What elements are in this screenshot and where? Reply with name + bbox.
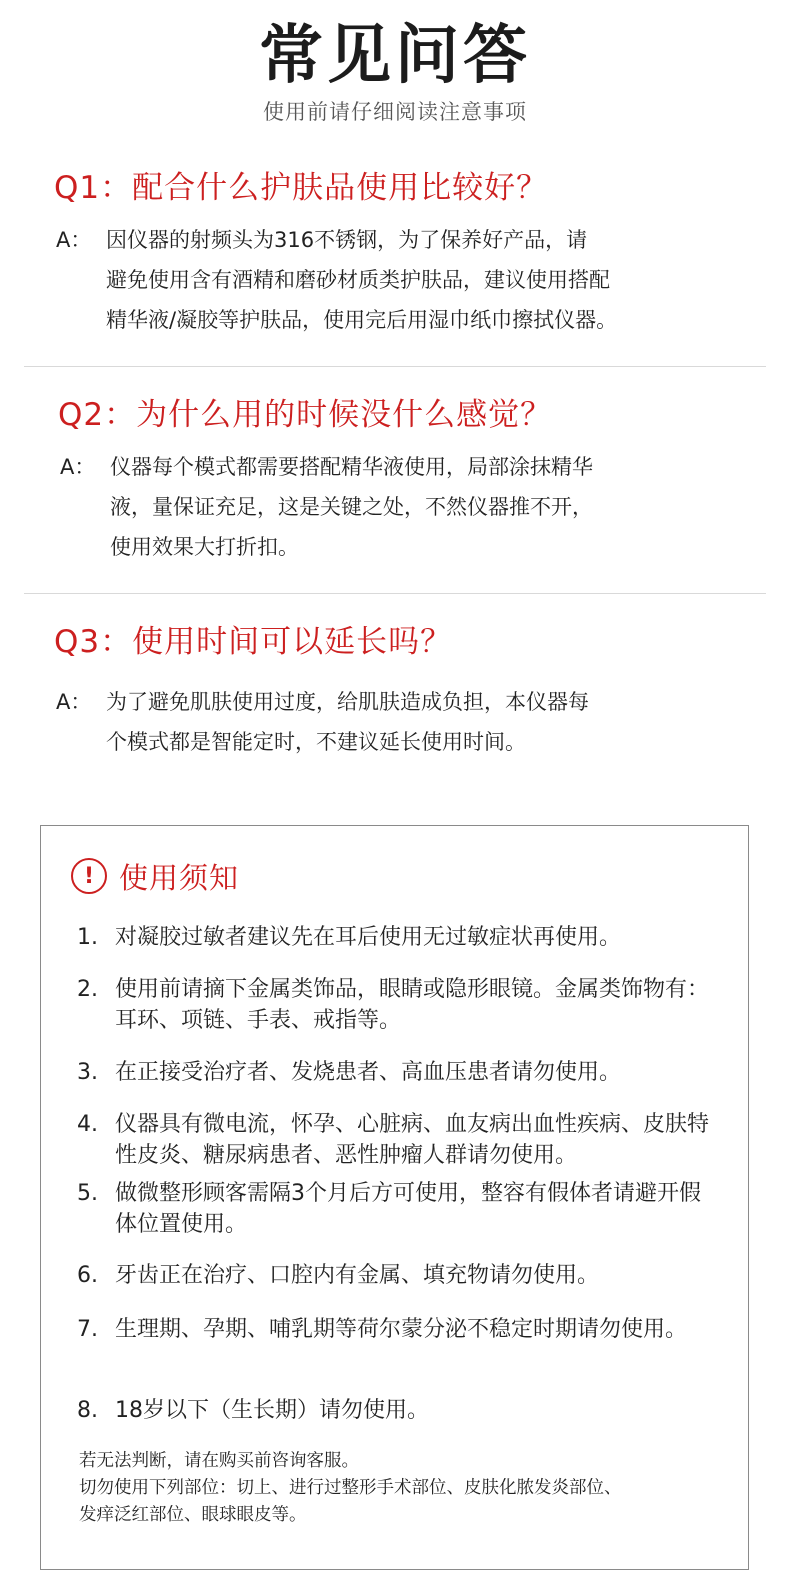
item-text: 在正接受治疗者、发烧患者、高血压患者请勿使用。 (115, 1060, 622, 1085)
answer-text: 因仪器的射频头为316不锈钢，为了保养好产品，请 (106, 228, 588, 252)
item-number: 5. (77, 1181, 98, 1206)
usage-notice-box (40, 825, 749, 1570)
answer-line: 避免使用含有酒精和磨砂材质类护肤品，建议使用搭配 (106, 268, 610, 292)
answer-prefix: A： (60, 455, 96, 479)
faq-question-3: Q3：使用时间可以延长吗？ (54, 624, 453, 660)
item-number: 6. (77, 1263, 98, 1288)
footer-line: 若无法判断，请在购买前咨询客服。 (79, 1451, 359, 1471)
answer-text: 仪器每个模式都需要搭配精华液使用，局部涂抹精华 (110, 455, 593, 479)
page-title: 常见问答 (259, 19, 531, 93)
exclamation-circle-icon: ! (71, 858, 107, 894)
notice-item (77, 1057, 717, 1088)
answer-line: 使用效果大打折扣。 (110, 535, 299, 559)
item-text: 对凝胶过敏者建议先在耳后使用无过敏症状再使用。 (115, 925, 622, 950)
notice-item (77, 1395, 717, 1426)
notice-item (77, 922, 717, 953)
item-number: 4. (77, 1112, 98, 1137)
item-text: 仪器具有微电流，怀孕、心脏病、血友病出血性疾病、皮肤特性皮炎、糖尿病患者、恶性肿瘤人群请勿使用。 (115, 1112, 710, 1168)
item-text: 牙齿正在治疗、口腔内有金属、填充物请勿使用。 (115, 1263, 600, 1288)
faq-answer-1 (56, 220, 617, 340)
notice-item (77, 1109, 717, 1171)
faq-question-2: Q2：为什么用的时候没什么感觉？ (58, 397, 553, 433)
answer-line (56, 220, 617, 260)
notice-item (77, 1314, 717, 1345)
notice-item (77, 1178, 717, 1240)
notice-item (77, 1260, 717, 1291)
item-number: 2. (77, 977, 98, 1002)
item-text: 做微整形顾客需隔3个月后方可使用，整容有假体者请避开假体位置使用。 (115, 1181, 701, 1237)
notice-header (71, 856, 239, 896)
item-text: 使用前请摘下金属类饰品，眼睛或隐形眼镜。金属类饰物有：耳环、项链、手表、戒指等。 (115, 977, 710, 1033)
faq-answer-2 (60, 447, 593, 567)
footer-line: 发痒泛红部位、眼球眼皮等。 (79, 1505, 307, 1525)
item-number: 8. (77, 1398, 98, 1423)
notice-title: 使用须知 (119, 860, 240, 895)
notice-footer (79, 1448, 622, 1529)
section-divider (24, 366, 766, 367)
answer-line: 液，量保证充足，这是关键之处，不然仪器推不开， (110, 495, 593, 519)
item-number: 1. (77, 925, 98, 950)
page-subtitle: 使用前请仔细阅读注意事项 (263, 100, 527, 124)
notice-item (77, 974, 717, 1036)
footer-line: 切勿使用下列部位：切上、进行过整形手术部位、皮肤化脓发炎部位、 (79, 1478, 622, 1498)
answer-line: 精华液/凝胶等护肤品，使用完后用湿巾纸巾擦拭仪器。 (106, 308, 618, 332)
item-text: 生理期、孕期、哺乳期等荷尔蒙分泌不稳定时期请勿使用。 (115, 1317, 688, 1342)
answer-text: 为了避免肌肤使用过度，给肌肤造成负担，本仪器每 (106, 690, 589, 714)
item-number: 3. (77, 1060, 98, 1085)
section-divider (24, 593, 766, 594)
faq-answer-3 (56, 682, 589, 762)
item-number: 7. (77, 1317, 98, 1342)
answer-line (60, 447, 593, 487)
item-text: 18岁以下（生长期）请勿使用。 (115, 1398, 429, 1423)
answer-prefix: A： (56, 228, 92, 252)
answer-line (56, 682, 589, 722)
answer-prefix: A： (56, 690, 92, 714)
faq-question-1: Q1：配合什么护肤品使用比较好？ (54, 170, 549, 206)
answer-line: 个模式都是智能定时，不建议延长使用时间。 (106, 730, 526, 754)
